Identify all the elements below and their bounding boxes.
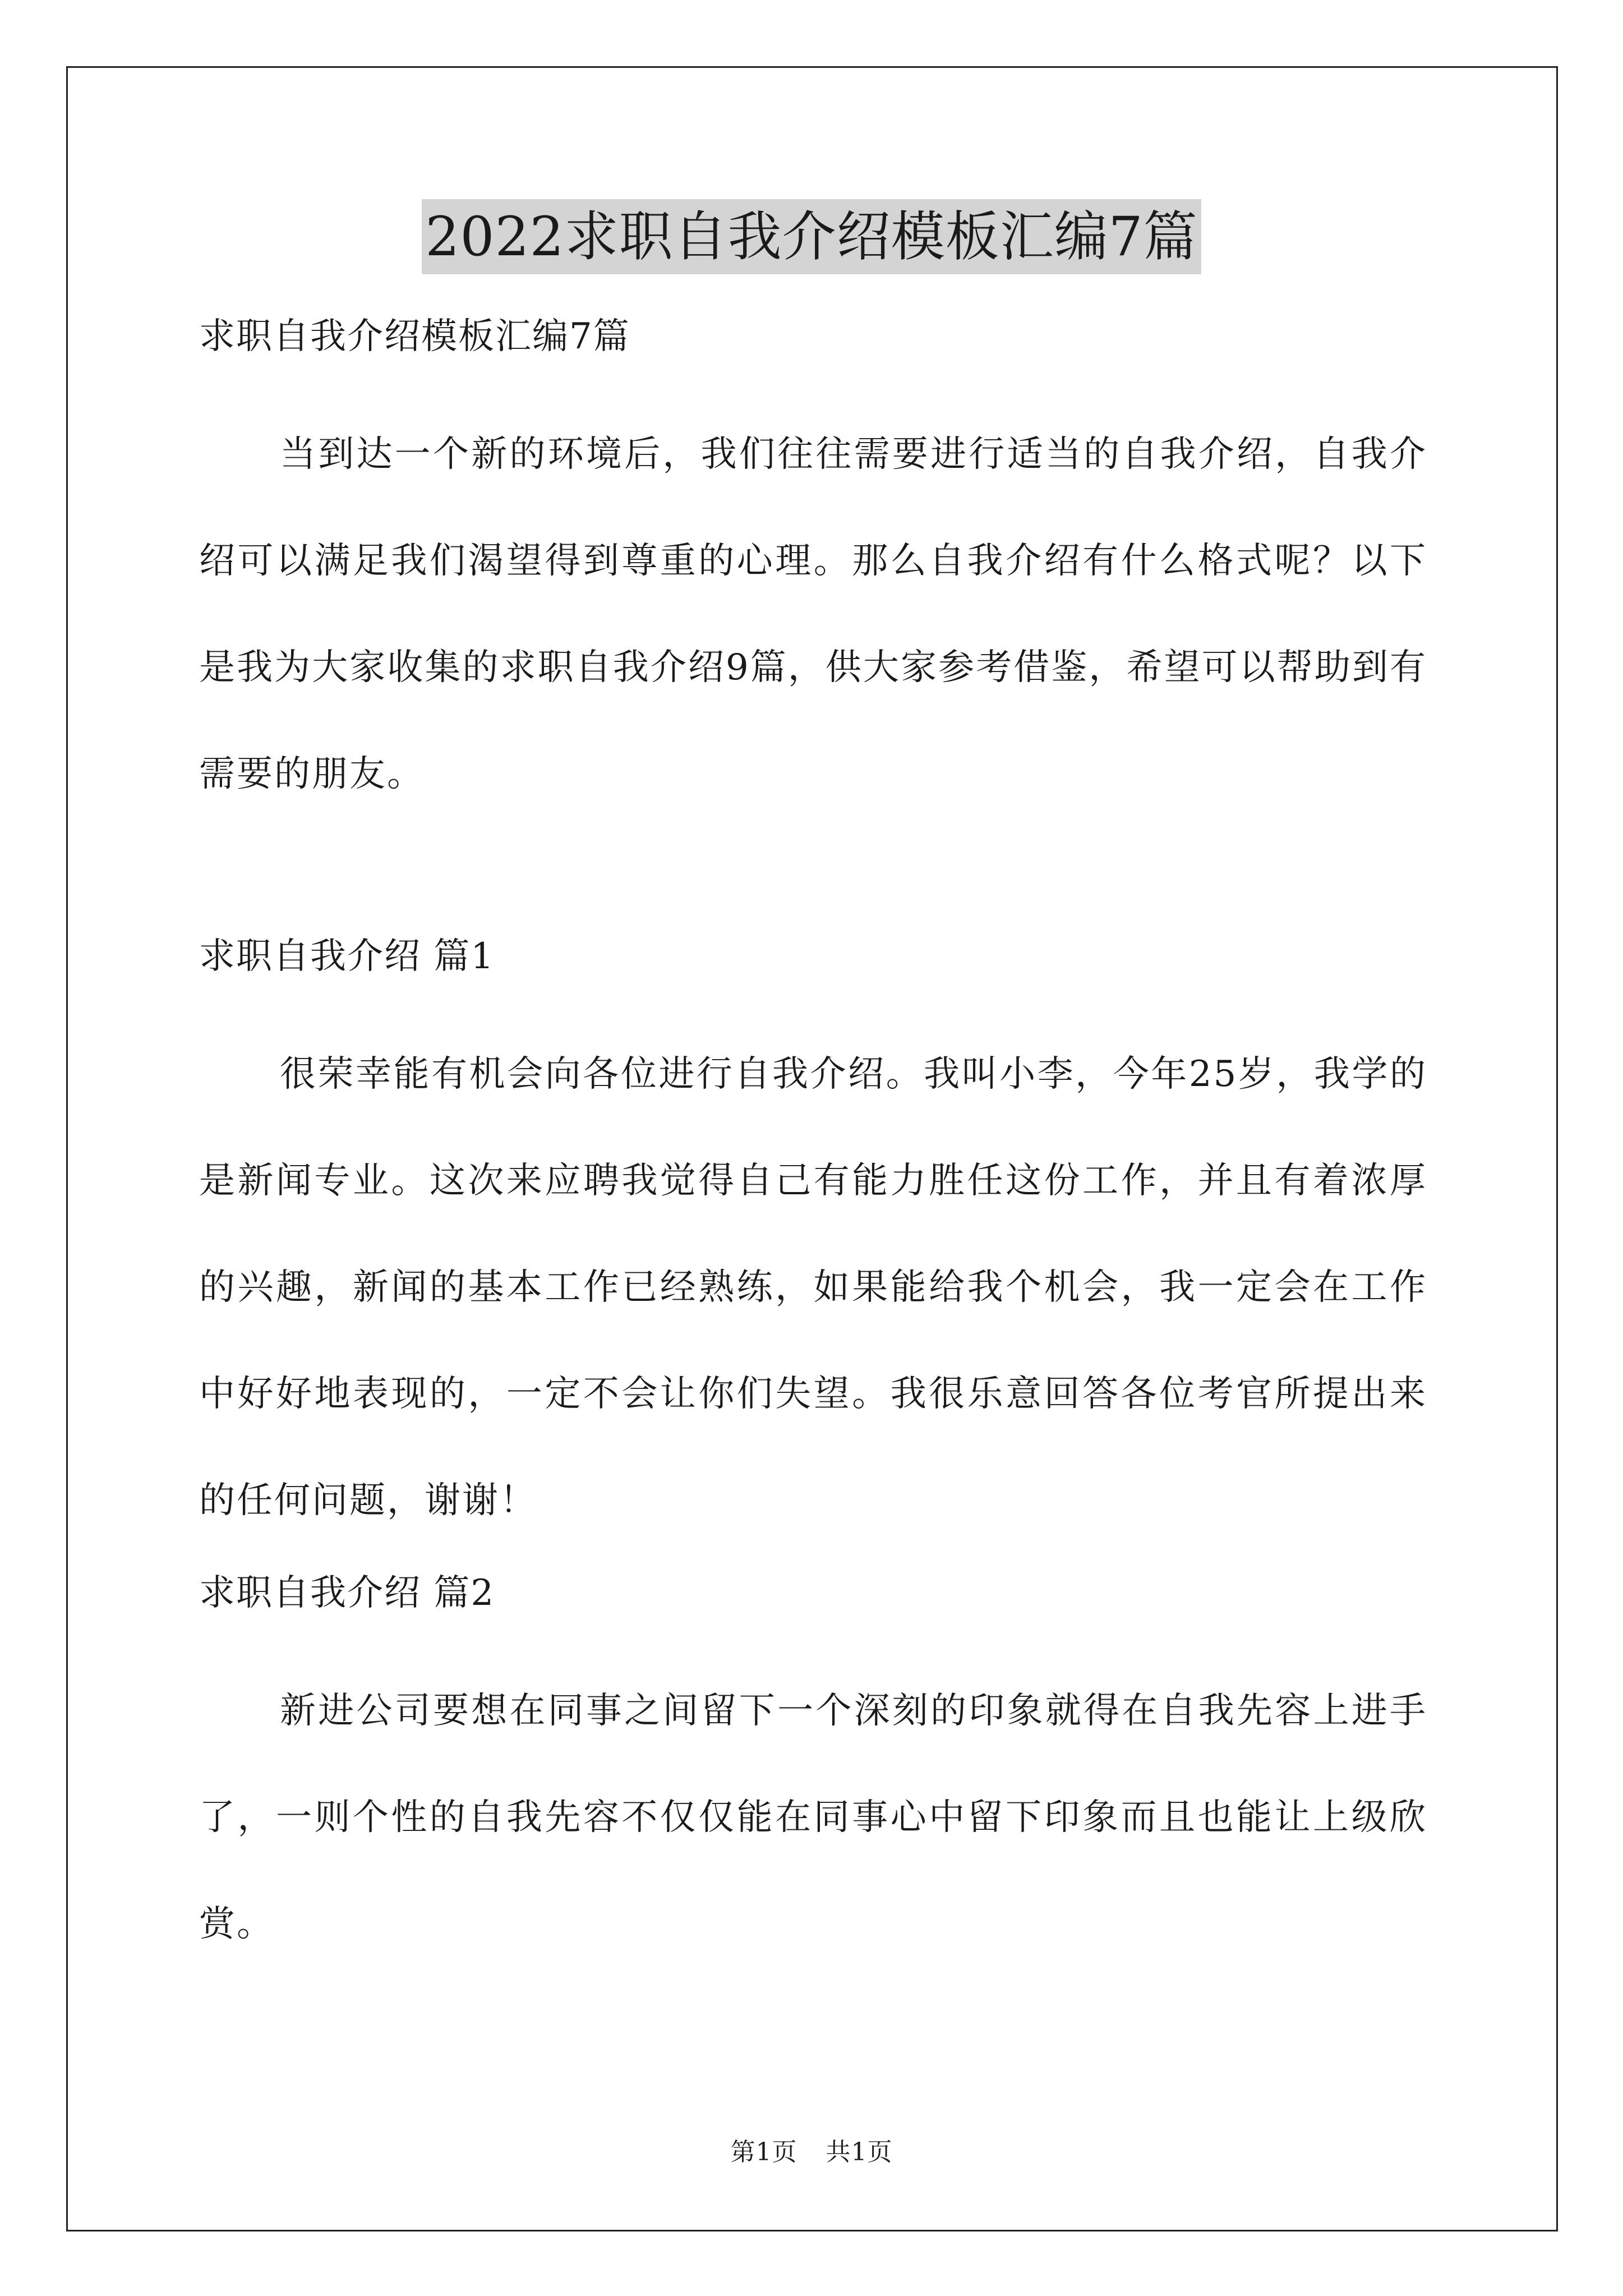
section-heading-1: 求职自我介绍 篇1: [199, 936, 495, 977]
title-wrap: [0, 199, 1623, 274]
page-total: 共1页: [826, 2138, 893, 2166]
section-body-2: 新进公司要想在同事之间留下一个深刻的印象就得在自我先容上进手了，一则个性的自我先容不仅仅能在同事心中留下印象而且也能让上级欣赏。: [199, 1690, 1427, 1945]
document-body: [199, 303, 1427, 1977]
document-subtitle: 求职自我介绍模板汇编7篇: [199, 316, 630, 357]
section-body-1: 很荣幸能有机会向各位进行自我介绍。我叫小李，今年25岁，我学的是新闻专业。这次来应聘我觉得自己有能力胜任这份工作，并且有着浓厚的兴趣，新闻的基本工作已经熟练，如果能给我个机会，我一定会在工作中好好地表现的，一定不会让你们失望。我很乐意回答各位考官所提出来的任何问题，谢谢！: [199, 1053, 1427, 1521]
page-number: 第1页: [730, 2138, 797, 2166]
document-title: 2022求职自我介绍模板汇编7篇: [422, 199, 1201, 274]
intro-paragraph: 当到达一个新的环境后，我们往往需要进行适当的自我介绍，自我介绍可以满足我们渴望得到尊重的心理。那么自我介绍有什么格式呢？以下是我为大家收集的求职自我介绍9篇，供大家参考借鉴，希望可以帮助到有需要的朋友。: [199, 434, 1427, 795]
page-footer: [0, 2132, 1623, 2168]
section-heading-2: 求职自我介绍 篇2: [199, 1572, 495, 1614]
